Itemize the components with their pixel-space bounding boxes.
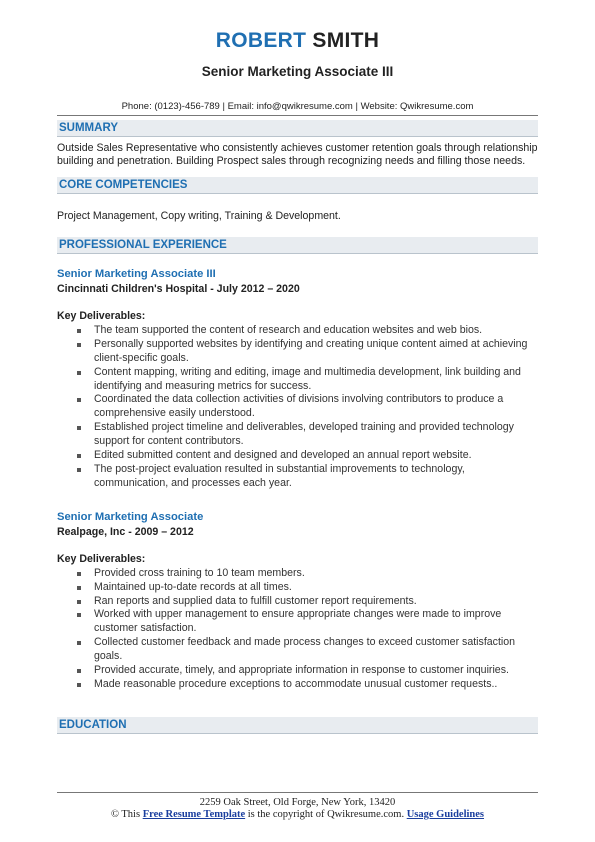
list-item-text: Provided cross training to 10 team members. [94,566,305,579]
experience-heading: PROFESSIONAL EXPERIENCE [57,237,538,254]
job-title: Senior Marketing Associate III [201,64,394,79]
list-item-text: Made reasonable procedure exceptions to accommodate unusual customer requests.. [94,678,498,691]
list-item [75,463,538,491]
list-item-text: Edited submitted content and designed and developed an annual report website. [94,449,472,462]
list-item [75,324,538,338]
first-name: ROBERT [215,29,307,52]
footer-address: 2259 Oak Street, Old Forge, New York, 13420 [199,797,396,808]
deliverables-list [75,324,538,491]
bullet-square-icon [77,613,81,617]
job-role: Senior Marketing Associate III [57,267,216,280]
bullet-square-icon [77,586,81,590]
list-item [75,421,538,449]
job-role: Senior Marketing Associate [57,510,204,523]
free-resume-template-link[interactable]: Free Resume Template [142,809,246,820]
list-item-text: Established project timeline and deliverables, developed training and provided technology support for content contributors. [94,421,514,448]
list-item [75,449,538,463]
bullet-square-icon [77,669,81,673]
list-item-text: The post-project evaluation resulted in substantial improvements to technology, communication, and processes each year. [94,462,465,489]
last-name: SMITH [312,29,380,52]
bullet-square-icon [77,683,81,687]
deliverables-label: Key Deliverables: [57,309,146,322]
list-item [75,595,538,609]
bullet-square-icon [77,468,81,472]
footer-divider [57,792,538,793]
bullet-square-icon [77,343,81,347]
bullet-square-icon [77,641,81,645]
list-item [75,678,538,692]
summary-text: Outside Sales Representative who consistently achieves customer retention goals through relationship building and penetration. Building Prospect sales through recognizing needs and filling those needs. [57,142,538,168]
list-item [75,366,538,394]
contact-divider [57,115,538,116]
list-item [75,567,538,581]
list-item [75,338,538,366]
bullet-square-icon [77,329,81,333]
list-item-text: Provided accurate, timely, and appropriate information in response to customer inquiries. [94,664,509,677]
bullet-square-icon [77,371,81,375]
list-item-text: Personally supported websites by identifying and creating unique content aimed at achieving client-specific goals. [94,337,528,364]
list-item [75,608,538,636]
list-item [75,393,538,421]
list-item-text: The team supported the content of research and education websites and web bios. [94,323,483,336]
job-entry [0,510,595,692]
list-item [75,581,538,595]
page-footer [0,792,595,820]
list-item-text: Coordinated the data collection activities of divisions involving contributors to produce a comprehensive easily understood. [94,393,504,420]
contact-line: Phone: (0123)-456-789 | Email: info@qwikresume.com | Website: Qwikresume.com [121,101,474,112]
deliverables-label: Key Deliverables: [57,552,146,565]
education-heading: EDUCATION [57,717,538,734]
bullet-square-icon [77,426,81,430]
bullet-square-icon [77,398,81,402]
copyright-text: is the copyright of Qwikresume.com. [247,809,405,820]
bullet-square-icon [77,454,81,458]
competencies-heading: CORE COMPETENCIES [57,177,538,194]
list-item-text: Ran reports and supplied data to fulfill customer report requirements. [94,594,417,607]
list-item-text: Content mapping, writing and editing, image and multimedia development, link building and identifying and measuring metrics for success. [94,365,521,392]
list-item-text: Worked with upper management to ensure appropriate changes were made to improve customer satisfaction. [94,608,502,635]
candidate-name [0,28,595,54]
list-item-text: Collected customer feedback and made process changes to exceed customer satisfaction goals. [94,636,516,663]
resume-header [0,0,595,112]
bullet-square-icon [77,572,81,576]
job-organization: Realpage, Inc - 2009 – 2012 [57,525,194,538]
summary-heading: SUMMARY [57,120,538,137]
deliverables-list [75,567,538,692]
job-organization: Cincinnati Children's Hospital - July 2012 – 2020 [57,282,300,295]
copyright-prefix: © This [110,809,141,820]
list-item [75,636,538,664]
list-item-text: Maintained up-to-date records at all times. [94,580,292,593]
footer-copyright [0,809,595,820]
list-item [75,664,538,678]
competencies-text: Project Management, Copy writing, Training & Development. [57,209,341,222]
usage-guidelines-link[interactable]: Usage Guidelines [406,809,485,820]
bullet-square-icon [77,600,81,604]
job-entry [0,267,595,491]
